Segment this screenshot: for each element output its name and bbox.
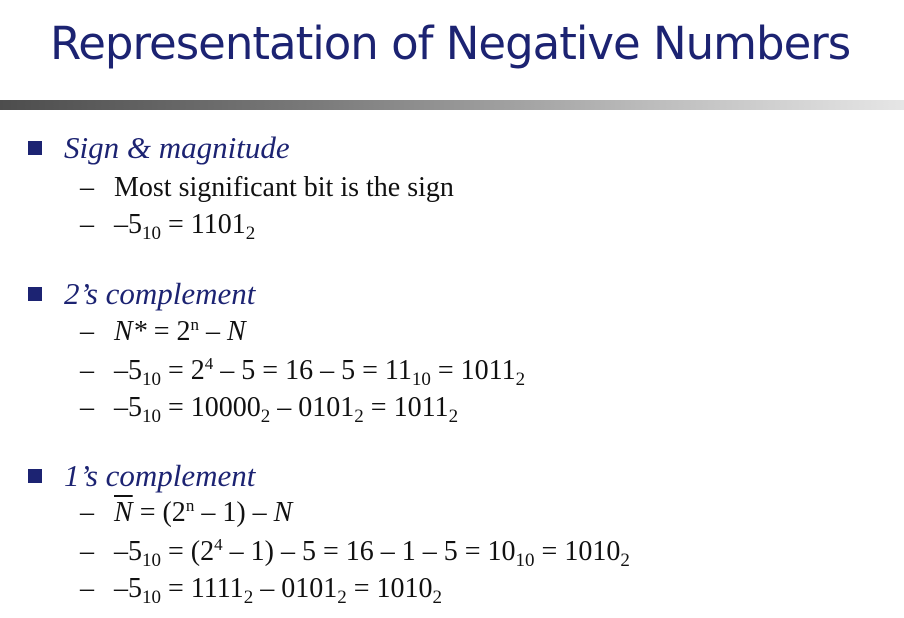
sub-item <box>0 391 904 427</box>
sub-item-expression <box>114 535 630 569</box>
expr-superscript: n <box>190 315 199 334</box>
expr-subscript: 2 <box>354 406 364 427</box>
bullet-label: 2’s complement <box>64 276 256 311</box>
expr-part: – 0101 <box>270 392 355 423</box>
dash-marker: – <box>80 172 94 203</box>
expr-part: – 1) – 5 = 16 – 1 – 5 = 10 <box>222 536 516 567</box>
expr-subscript: 2 <box>432 587 442 608</box>
dash-marker: – <box>80 392 94 423</box>
expr-part: = 1111 <box>161 573 244 604</box>
expr-subscript: 10 <box>142 587 161 608</box>
expr-part: = 1011 <box>430 355 516 386</box>
sub-item <box>0 572 904 608</box>
title-gradient-rule <box>0 100 904 110</box>
expr-part: – <box>198 316 227 347</box>
dash-marker: – <box>80 355 94 386</box>
expr-part: –5 <box>114 355 142 386</box>
sub-item <box>0 315 904 351</box>
expr-part: = (2 <box>132 497 186 528</box>
expr-part: = (2 <box>161 536 215 567</box>
dash-marker: – <box>80 497 94 528</box>
expr-part: = 1101 <box>161 209 246 240</box>
expr-part: N <box>273 497 293 528</box>
expr-part: = 1010 <box>346 573 433 604</box>
expr-part: = 2 <box>146 316 191 347</box>
expr-part: –5 <box>114 536 142 567</box>
expr-part: – 5 = 16 – 5 = 11 <box>213 355 412 386</box>
dash-marker: – <box>80 536 94 567</box>
expr-part: –5 <box>114 573 142 604</box>
square-bullet-icon <box>28 287 42 301</box>
dash-marker: – <box>80 209 94 240</box>
sub-item-expression <box>114 315 246 349</box>
bullet-sign-magnitude <box>0 130 904 168</box>
square-bullet-icon <box>28 469 42 483</box>
expr-part: –5 <box>114 209 142 240</box>
bullet-label: Sign & magnitude <box>64 130 290 165</box>
expr-subscript: 10 <box>411 369 431 390</box>
expr-subscript: 2 <box>245 223 256 244</box>
bullet-twos-complement <box>0 276 904 314</box>
expr-part: = 2 <box>161 355 205 386</box>
expr-subscript: 2 <box>337 587 347 608</box>
sub-item <box>0 208 904 244</box>
sub-item <box>0 535 904 571</box>
expr-part: $\overline{N}$ <box>114 497 133 528</box>
sub-item-expression <box>114 354 525 388</box>
sub-item-expression <box>114 208 255 242</box>
expr-part: N <box>226 316 246 347</box>
sub-item-text: Most significant bit is the sign <box>114 172 454 203</box>
expr-part: N* <box>114 316 147 347</box>
expr-subscript: 10 <box>515 550 535 571</box>
bullet-ones-complement <box>0 458 904 496</box>
square-bullet-icon <box>28 141 42 155</box>
sub-item-expression <box>114 572 442 606</box>
expr-subscript: 10 <box>142 550 161 571</box>
expr-superscript: 4 <box>204 354 214 373</box>
expr-subscript: 2 <box>260 406 271 427</box>
dash-marker: – <box>80 316 94 347</box>
expr-part: – 0101 <box>253 573 338 604</box>
expr-subscript: 2 <box>515 369 526 390</box>
sub-item-expression <box>114 496 292 530</box>
expr-part: – 1) – <box>194 497 274 528</box>
expr-subscript: 2 <box>620 550 630 571</box>
sub-item <box>0 496 904 532</box>
expr-part: = 1010 <box>534 536 621 567</box>
slide-title: Representation of Negative Numbers <box>50 17 851 70</box>
expr-part: = 1011 <box>363 392 449 423</box>
expr-part: –5 <box>114 392 142 423</box>
sub-item <box>0 171 904 207</box>
expr-subscript: 10 <box>142 406 161 427</box>
sub-item-expression <box>114 391 458 425</box>
expr-part: = 10000 <box>161 392 261 423</box>
sub-item <box>0 354 904 390</box>
expr-subscript: 2 <box>448 406 459 427</box>
expr-subscript: 10 <box>142 369 161 390</box>
expr-subscript: 10 <box>142 223 161 244</box>
expr-superscript: n <box>185 496 195 515</box>
expr-subscript: 2 <box>243 587 254 608</box>
bullet-label: 1’s complement <box>64 458 256 493</box>
expr-superscript: 4 <box>214 535 223 554</box>
dash-marker: – <box>80 573 94 604</box>
